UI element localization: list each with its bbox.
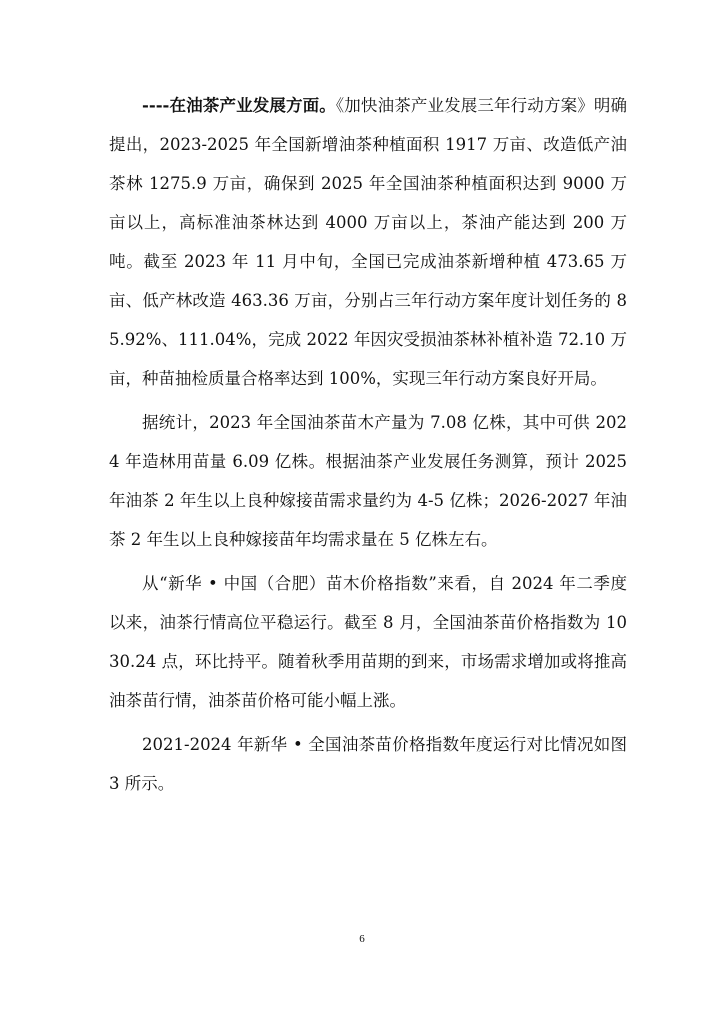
paragraph-text: 据统计，2023 年全国油茶苗木产量为 7.08 亿株，其中可供 2024 年造林用苗量 6.09 亿株。根据油茶产业发展任务测算，预计 2025 年油茶 2 年生以上良种嫁接苗需求量约为 4-5 亿株；2026-2027 年油茶 2 年生以上良种嫁接苗年均需求量在 5 亿株左右。 [109,413,627,549]
paragraph-text: 2021-2024 年新华 • 全国油茶苗价格指数年度运行对比情况如图 3 所示。 [109,735,627,793]
paragraph-price-index [109,564,627,720]
paragraph-figure-reference [109,725,627,803]
page-number: 6 [359,933,365,945]
paragraph-text: 从“新华 • 中国（合肥）苗木价格指数”来看，自 2024 年二季度以来，油茶行情高位平稳运行。截至 8 月，全国油茶苗价格指数为 1030.24 点，环比持平。随着秋季用苗期的到来，市场需求增加或将推高油茶苗行情，油茶苗价格可能小幅上涨。 [109,574,627,710]
paragraph-text: 《加快油茶产业发展三年行动方案》明确提出，2023-2025 年全国新增油茶种植面积 1917 万亩、改造低产油茶林 1275.9 万亩，确保到 2025 年全国油茶种植面积达到 9000 万亩以上，高标准油茶林达到 4000 万亩以上，茶油产能达到 200 万吨。截至 2023 年 11 月中旬，全国已完成油茶新增种植 473.65 万亩、低产林改造 463.36 万亩，分别占三年行动方案年度计划任务的 85.92%、111.04%，完成 2022 年因灾受损油茶林补植补造 72.10 万亩，种苗抽检质量合格率达到 100%，实现三年行动方案良好开局。 [109,96,627,388]
section-lead-heading: ----在油茶产业发展方面。 [142,96,336,115]
paragraph-seedling-statistics [109,403,627,559]
document-body [109,86,627,803]
paragraph-oil-tea-industry [109,86,627,398]
